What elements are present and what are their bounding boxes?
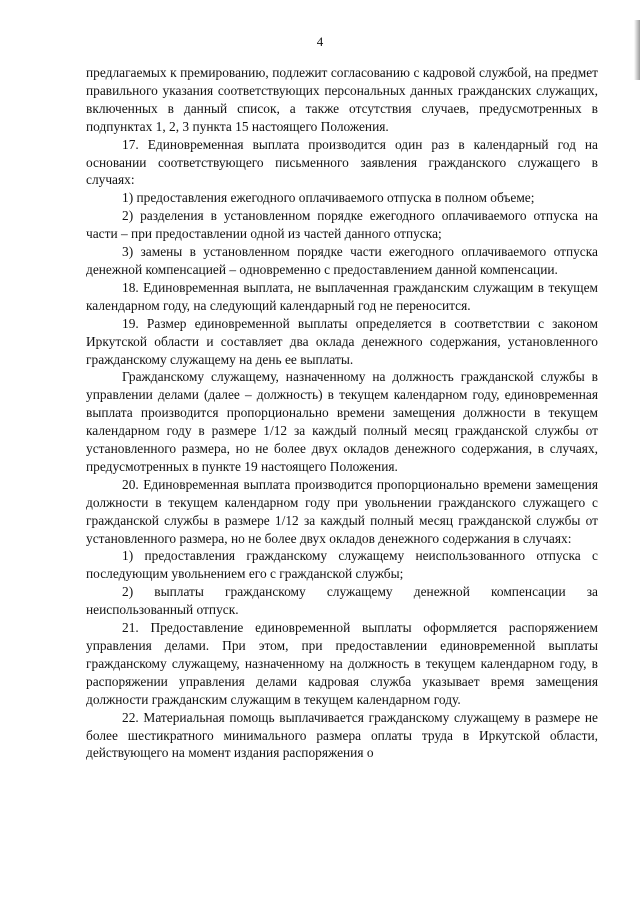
- paragraph-21: 21. Предоставление единовременной выплаты оформляется распоряжением управления делами. При этом, при предоставлении единовременной выплаты гражданскому служащему, назначенному на должность в текущем календарном году, в распоряжении управления делами кадровая служба указывает время замещения должности гражданским служащим в текущем календарном году.: [86, 620, 598, 707]
- paragraph-16-continuation: предлагаемых к премированию, подлежит согласованию с кадровой службой, на предмет правильного указания соответствующих персональных данных гражданских служащих, включенных в данный список, а также отсутствия случаев, предусмотренных в подпунктах 1, 2, 3 пункта 15 настоящего Положения.: [86, 65, 598, 134]
- paragraph-20-item-2: 2) выплаты гражданскому служащему денежной компенсации за неиспользованный отпуск.: [86, 584, 598, 618]
- paragraph-22: 22. Материальная помощь выплачивается гражданскому служащему в размере не более шестикратного минимального размера оплаты труда в Иркутской области, действующего на момент издания распоряжения о: [86, 709, 598, 761]
- document-body: [86, 64, 598, 762]
- scan-edge-shadow: [634, 20, 640, 80]
- paragraph-19-part-2: Гражданскому служащему, назначенному на должность гражданской службы в управлении делами (далее – должность) в текущем календарном году, единовременная выплата производится пропорционально времени замещения должности в текущем календарном году в размере 1/12 за каждый полный месяц гражданской службы от установленного размера, но не более двух окладов денежного содержания, в случаях, предусмотренных в пункте 19 настоящего Положения.: [86, 369, 598, 474]
- paragraph-19: 19. Размер единовременной выплаты определяется в соответствии с законом Иркутской области и составляет два оклада денежного содержания, установленного гражданскому служащему на день ее выплаты.: [86, 315, 598, 367]
- paragraph-17: 17. Единовременная выплата производится один раз в календарный год на основании соответствующего письменного заявления гражданского служащего в случаях:: [86, 136, 598, 188]
- page-number: 4: [316, 34, 324, 49]
- paragraph-17-item-3: 3) замены в установленном порядке части ежегодного оплачиваемого отпуска денежной компенсацией – одновременно с предоставлением данной компенсации.: [86, 244, 598, 277]
- paragraph-17-item-2: 2) разделения в установленном порядке ежегодного оплачиваемого отпуска на части – при предоставлении одной из частей данного отпуска;: [86, 208, 598, 242]
- paragraph-18: 18. Единовременная выплата, не выплаченная гражданским служащим в текущем календарном году, на следующий календарный год не переносится.: [86, 279, 598, 313]
- paragraph-17-item-1: 1) предоставления ежегодного оплачиваемого отпуска в полном объеме;: [122, 190, 535, 206]
- paragraph-20: 20. Единовременная выплата производится пропорционально времени замещения должности в текущем календарном году при увольнении гражданского служащего с гражданской службы в размере 1/12 за каждый полный месяц гражданской службы от установленного размера, но не более двух окладов денежного содержания в случаях:: [86, 476, 598, 546]
- paragraph-20-item-1: 1) предоставления гражданскому служащему неиспользованного отпуска с последующим увольнением его с гражданской службы;: [86, 548, 598, 582]
